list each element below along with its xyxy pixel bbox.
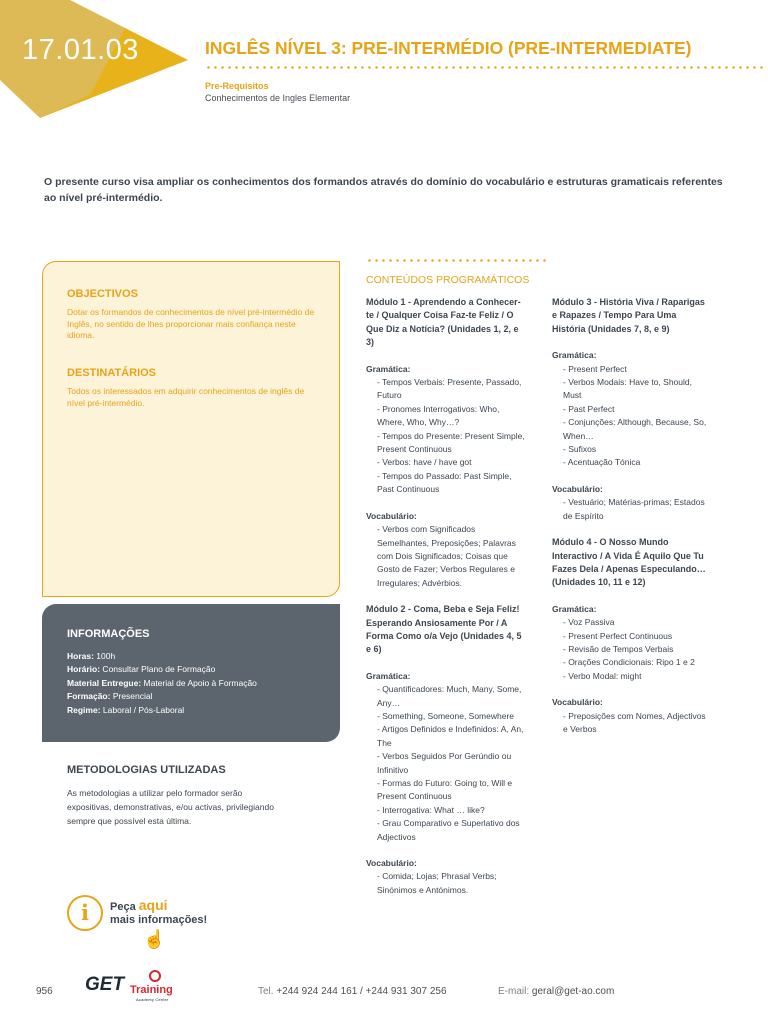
module-4-grammar-list — [552, 616, 712, 683]
info-value: 100h — [93, 651, 116, 661]
list-item: - Quantificadores: Much, Many, Some, Any… — [377, 684, 522, 708]
info-item-horas — [67, 650, 257, 663]
info-value: Consultar Plano de Formação — [100, 664, 216, 675]
list-item: - Verbos Seguidos Por Gerúndio ou Infinitivo — [377, 751, 512, 775]
list-item: - Preposições com Nomes, Adjectivos e Verbos — [563, 710, 706, 734]
module-3-grammar-label: Gramática: — [552, 350, 597, 361]
dotted-divider — [205, 66, 765, 69]
cta-accent: aqui — [138, 897, 168, 913]
list-item: - Tempos Verbais: Presente, Passado, Futuro — [377, 377, 522, 401]
info-value: Presencial — [110, 691, 153, 702]
objectivos-heading: OBJECTIVOS — [67, 288, 138, 300]
list-item: - Pronomes Interrogativos: Who, Where, Who, Why…? — [377, 403, 500, 428]
footer-email[interactable] — [498, 986, 614, 997]
phone-label: Tel. — [258, 986, 274, 997]
list-item: - Interrogativa: What … like? — [377, 804, 485, 815]
more-info-link[interactable] — [67, 895, 247, 955]
info-label: Regime: — [67, 704, 101, 715]
email-label: E-mail: — [498, 986, 530, 997]
info-label: Formação: — [67, 691, 111, 702]
dotted-divider — [366, 259, 550, 262]
module-3-title: Módulo 3 - História Viva / Raparigas e Rapazes / Tempo Para Uma História (Unidades 7, 8, e 9) — [552, 297, 705, 334]
list-item: - Verbos: have / have got — [377, 457, 472, 468]
module-1-grammar-list — [366, 376, 526, 497]
logo-subtitle: Academy Center — [136, 997, 169, 1002]
module-2-title: Módulo 2 - Coma, Beba e Seja Feliz! Esperando Ansiosamente Por / A Forma Como o/a Vejo (Unidades 4, 5 e 6) — [366, 604, 522, 655]
logo-get: GET — [85, 974, 125, 995]
info-list — [67, 650, 257, 717]
page-title: INGLÊS NÍVEL 3: PRE-INTERMÉDIO (PRE-INTERMEDIATE) — [205, 38, 692, 58]
info-item-regime — [67, 704, 257, 717]
list-item: - Verbo Modal: might — [563, 670, 642, 681]
list-item: - Grau Comparativo e Superlativo dos Adjectivos — [377, 818, 520, 842]
metodologias-text: As metodologias a utilizar pelo formador serão expositivas, demonstrativas, e/ou activas, privilegiando sempre que possível esta última. — [67, 788, 274, 826]
list-item: - Past Perfect — [563, 403, 615, 414]
module-2-grammar-list — [366, 683, 526, 844]
informacoes-heading: INFORMAÇÕES — [67, 628, 150, 640]
footer-phone — [258, 986, 447, 997]
module-4-grammar-label: Gramática: — [552, 603, 597, 614]
list-item: - Verbos com Significados Semelhantes, Preposições; Palavras com Dois Significados; Coisas que Gosto de Fazer; Verbos Regulares e Irregulares; Advérbios. — [377, 524, 516, 588]
list-item: - Artigos Definidos e Indefinidos: A, An, The — [377, 724, 524, 748]
module-2-grammar-label: Gramática: — [366, 670, 411, 681]
prereq-value: Conhecimentos de Ingles Elementar — [205, 93, 351, 103]
course-code: 17.01.03 — [22, 34, 139, 66]
info-value: Material de Apoio à Formação — [141, 677, 257, 688]
pointing-hand-icon: ☝ — [143, 929, 166, 949]
destinatarios-text: Todos os interessados em adquirir conhecimentos de inglês de nível pré-intermédio. — [67, 386, 305, 408]
logo-mark-icon — [149, 970, 161, 982]
contents-column-left — [366, 296, 526, 897]
list-item: - Tempos do Presente: Present Simple, Present Continuous — [377, 430, 525, 455]
list-item: - Acentuação Tónica — [563, 457, 641, 468]
list-item: - Present Perfect — [563, 363, 627, 374]
email-value[interactable]: geral@get-ao.com — [529, 986, 615, 997]
prereq-label: Pre-Requisitos — [205, 81, 269, 91]
logo-training: Training — [130, 984, 173, 996]
module-1-vocab-label: Vocabulário: — [366, 510, 417, 521]
module-2-vocab-label: Vocabulário: — [366, 858, 417, 869]
list-item: - Present Perfect Continuous — [563, 630, 673, 641]
cta-line-1 — [110, 897, 168, 913]
info-icon: i — [67, 895, 103, 931]
module-1-grammar-label: Gramática: — [366, 363, 411, 374]
intro-text: O presente curso visa ampliar os conhecimentos dos formandos através do domínio do vocabulário e estruturas gramaticais referentes ao nível pré-intermédio. — [44, 176, 723, 204]
module-1-title: Módulo 1 - Aprendendo a Conhecer-te / Qualquer Coisa Faz-te Feliz / O Que Diz a Notícia? (Unidades 1, 2, e 3) — [366, 297, 521, 348]
list-item: - Tempos do Passado: Past Simple, Past Continuous — [377, 470, 512, 495]
module-3-vocab-list — [552, 496, 712, 523]
info-item-material — [67, 677, 257, 690]
list-item: - Verbos Modais: Have to, Should, Must — [563, 377, 692, 401]
list-item: - Orações Condicionais: Ripo 1 e 2 — [563, 657, 695, 668]
page-number: 956 — [36, 986, 53, 997]
destinatarios-heading: DESTINATÁRIOS — [67, 367, 157, 379]
info-item-formacao — [67, 690, 257, 703]
module-4-title: Módulo 4 - O Nosso Mundo Interactivo / A Vida É Aquilo Que Tu Fazes Dela / Apenas Especulando… (Unidades 10, 11 e 12) — [552, 537, 706, 588]
info-label: Horas: — [67, 651, 94, 661]
list-item: - Voz Passiva — [563, 617, 615, 628]
module-1-vocab-list — [366, 523, 526, 590]
conteudos-heading: CONTEÚDOS PROGRAMÁTICOS — [366, 274, 530, 286]
info-label: Material Entregue: — [67, 677, 142, 688]
contents-column-right — [552, 296, 712, 736]
metodologias-heading: METODOLOGIAS UTILIZADAS — [67, 764, 226, 776]
phone-value: +244 924 244 161 / +244 931 307 256 — [273, 986, 447, 997]
list-item: - Something, Someone, Somewhere — [377, 710, 515, 721]
module-4-vocab-list — [552, 710, 712, 737]
objectivos-text: Dotar os formandos de conhecimentos de nível pré-intermédio de Inglês, no sentido de lhes proporcionar mais confiança neste idioma. — [67, 307, 315, 340]
info-value: Laboral / Pós-Laboral — [100, 704, 185, 715]
module-2-vocab-list — [366, 870, 526, 897]
list-item: - Vestuário; Matérias-primas; Estados de Espírito — [563, 497, 705, 521]
info-label: Horário: — [67, 664, 101, 675]
list-item: - Sufixos — [563, 444, 597, 455]
module-3-grammar-list — [552, 363, 712, 470]
module-4-vocab-label: Vocabulário: — [552, 697, 603, 708]
list-item: - Conjunções: Although, Because, So, When… — [563, 417, 707, 441]
list-item: - Revisão de Tempos Verbais — [563, 643, 674, 654]
cta-prefix: Peça — [110, 901, 139, 913]
module-3-vocab-label: Vocabulário: — [552, 483, 603, 494]
info-item-horario — [67, 663, 257, 676]
list-item: - Comida; Lojas; Phrasal Verbs; Sinónimos e Antónimos. — [377, 871, 497, 895]
list-item: - Formas do Futuro: Going to, Will e Present Continuous — [377, 778, 513, 802]
cta-line-2: mais informações! — [110, 914, 208, 926]
